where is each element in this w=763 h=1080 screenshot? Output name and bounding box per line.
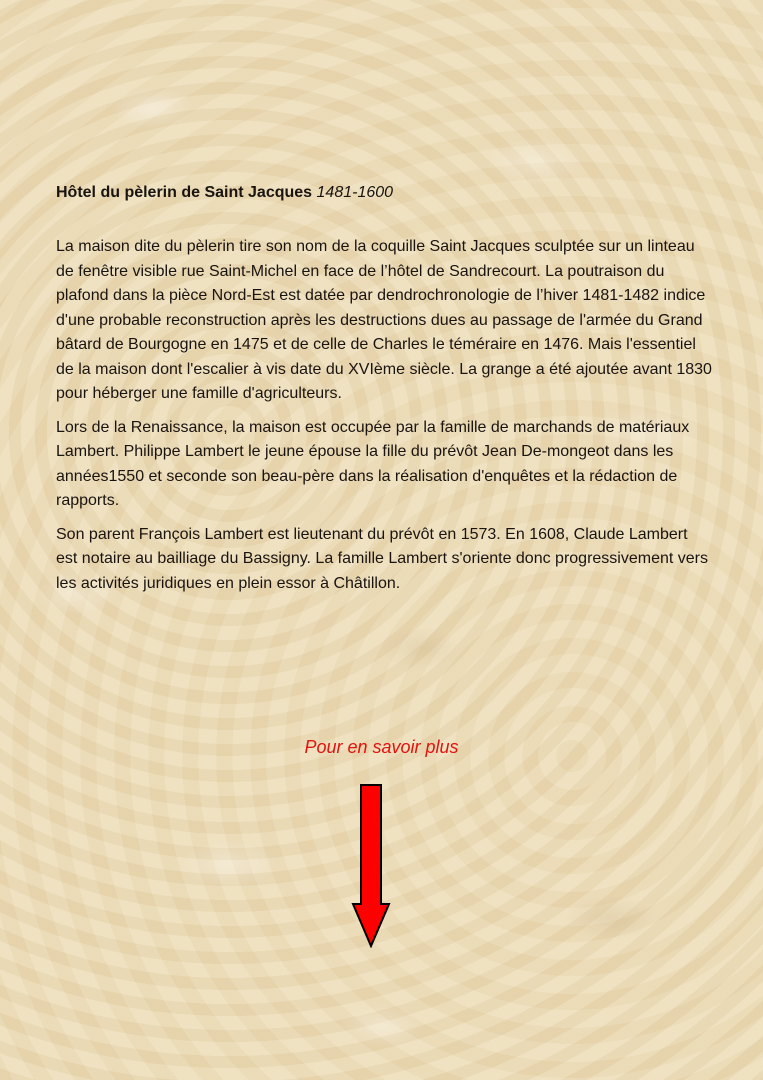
paragraph-lambert: Son parent François Lambert est lieutenant du prévôt en 1573. En 1608, Claude Lambert est notaire au bailliage du Bassigny. La famille Lambert s'oriente donc progressivement vers les activités juridiques en plein essor à Châtillon.	[56, 525, 708, 592]
down-arrow-icon[interactable]	[351, 784, 391, 948]
paragraph-renaissance: Lors de la Renaissance, la maison est occupée par la famille de marchands de matériaux Lambert. Philippe Lambert le jeune épouse la fille du prévôt Jean De-mongeot dans les années1550 et seconde son beau-père dans la réalisation d'enquêtes et la rédaction de rapports.	[56, 418, 690, 509]
title-dates: 1481-1600	[316, 184, 394, 201]
down-arrow-shape	[353, 785, 389, 946]
document-content	[56, 181, 712, 605]
paragraph-history: La maison dite du pèlerin tire son nom de la coquille Saint Jacques sculptée sur un linteau de fenêtre visible rue Saint-Michel en face de l’hôtel de Sandrecourt. La poutraison du plafond dans la pièce Nord-Est est datée par dendrochronologie de l’hiver 1481-1482 indice d'une probable reconstruction après les destructions dues au passage de l'armée du Grand bâtard de Bourgogne en 1475 et de celle de Charles le téméraire en 1476. Mais l'essentiel de la maison dont l'escalier à vis date du XVIème siècle. La grange a été ajoutée avant 1830 pour héberger une famille d'agriculteurs.	[56, 238, 712, 402]
page-title	[56, 181, 712, 205]
title-text: Hôtel du pèlerin de Saint Jacques	[56, 184, 313, 201]
read-more-link[interactable]: Pour en savoir plus	[304, 737, 459, 757]
